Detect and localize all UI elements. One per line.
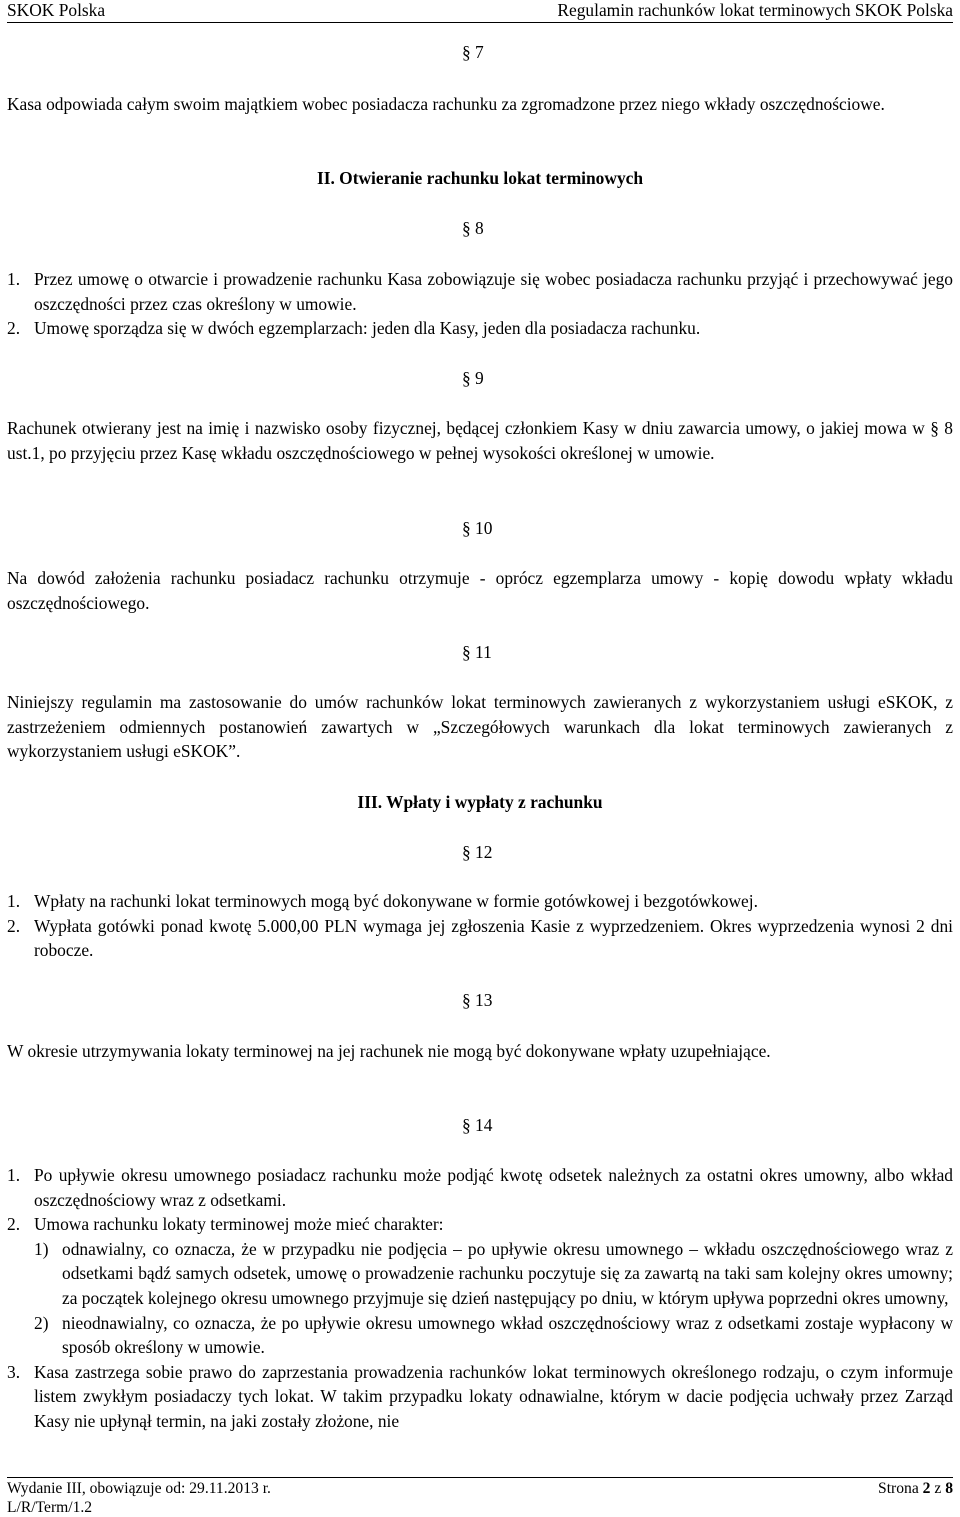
footer-left [7,1479,271,1517]
header-right: Regulamin rachunków lokat terminowych SKOK Polska [557,0,953,20]
list-item [7,1360,953,1434]
section-7-text: Kasa odpowiada całym swoim majątkiem wobec posiadacza rachunku za zgromadzone przez niego wkłady oszczędnościowe. [7,94,885,114]
list-item-number: 2. [7,915,21,936]
header-left: SKOK Polska [7,0,106,20]
page-label: Strona [878,1480,919,1497]
chapter-2-title: II. Otwieranie rachunku lokat terminowych [316,168,644,188]
section-11-text: Niniejszy regulamin ma zastosowanie do umów rachunków lokat terminowych zawieranych z wykorzystaniem usługi eSKOK, z zastrzeżeniem odmiennych postanowień zawartych w „Szczegółowych warunkach dla lokat terminowych zawieranych z wykorzystaniem usługi eSKOK”. [7,692,953,762]
page-current: 2 [922,1480,931,1497]
list-item-text: Umowę sporządza się w dwóch egzemplarzach: jeden dla Kasy, jeden dla posiadacza rachunku. [34,318,701,339]
list-item-text: Umowa rachunku lokaty terminowej może mieć charakter: [34,1214,444,1235]
list-item-text: Kasa zastrzega sobie prawo do zaprzestania prowadzenia rachunków lokat terminowych określonego rodzaju, o czym informuje listem zwykłym posiadaczy tych lokat. W takim przypadku lokaty odnawialne, którym w dacie podjęcia uchwały przez Zarząd Kasy nie upłynął termin, na jaki zostały złożone, nie [34,1361,953,1431]
list-item-number: 1. [7,269,21,289]
section-11-heading: § 11 [462,642,492,662]
section-7-heading: § 7 [462,42,484,62]
section-8-list [7,267,953,341]
section-9-heading: § 9 [462,368,484,388]
list-item [7,316,953,341]
list-item-text: Wypłata gotówki ponad kwotę 5.000,00 PLN wymaga jej zgłoszenia Kasie z wyprzedzeniem. Okres wyprzedzenia wynosi 2 dni robocze. [34,915,953,961]
section-8-heading: § 8 [462,218,484,238]
sub-list-item [34,1237,953,1311]
section-9-text: Rachunek otwierany jest na imię i nazwisko osoby fizycznej, będącej członkiem Kasy w dniu zawarcia umowy, o jakiej mowa w § 8 ust.1, po przyjęciu przez Kasę wkładu oszczędnościowego w pełnej wysokości określonej w umowie. [7,418,953,463]
sub-list-item-text: nieodnawialny, co oznacza, że po upływie okresu umownego wkład oszczędnościowy wraz z odsetkami zostaje wypłacony w sposób określony w umowie. [62,1312,953,1358]
list-item-number: 3. [7,1361,21,1382]
section-13-heading: § 13 [462,990,493,1010]
chapter-3-title: III. Wpłaty i wypłaty z rachunku [357,792,603,812]
footer-page-number [878,1479,953,1498]
section-10-heading: § 10 [462,518,493,538]
list-item-number: 2. [7,318,21,339]
page-of: z [934,1480,942,1497]
section-12-heading: § 12 [462,842,493,862]
list-item [7,914,953,963]
section-13-text: W okresie utrzymywania lokaty terminowej na jej rachunek nie mogą być dokonywane wpłaty uzupełniające. [7,1041,771,1061]
sub-list-item-number: 1) [34,1238,49,1259]
footer-code: L/R/Term/1.2 [7,1499,93,1516]
list-item [7,1212,953,1237]
list-item-number: 1. [7,1165,21,1185]
section-10-text: Na dowód założenia rachunku posiadacz rachunku otrzymuje - oprócz egzemplarza umowy - kopię dowodu wpłaty wkładu oszczędnościowego. [7,568,953,613]
footer-rule [7,1477,953,1478]
sub-list-item [34,1311,953,1360]
list-item-text: Po upływie okresu umownego posiadacz rachunku może podjąć kwotę odsetek należnych za ostatni okres umowny, albo wkład oszczędnościowy wraz z odsetkami. [34,1165,953,1210]
list-item [7,267,953,316]
section-12-list [7,889,953,963]
list-item-text: Przez umowę o otwarcie i prowadzenie rachunku Kasa zobowiązuje się wobec posiadacza rachunku przyjąć i przechowywać jego oszczędności przez czas określony w umowie. [34,269,953,314]
list-item-text: Wpłaty na rachunki lokat terminowych mogą być dokonywane w formie gotówkowej i bezgotówkowej. [34,891,758,911]
list-item-number: 1. [7,891,21,911]
list-item [7,889,953,914]
section-14-heading: § 14 [462,1115,493,1135]
header-rule [7,22,953,23]
list-item-number: 2. [7,1214,21,1235]
list-item [7,1163,953,1212]
footer-edition: Wydanie III, obowiązuje od: 29.11.2013 r. [7,1480,271,1497]
sub-list-item-number: 2) [34,1312,49,1333]
sub-list-item-text: odnawialny, co oznacza, że w przypadku nie podjęcia – po upływie okresu umownego – wkładu oszczędnościowego wraz z odsetkami bądź samych odsetek, umowę o prowadzenie rachunku poczytuje się za zawartą na taki sam kolejny okres umowny; za początek kolejnego okresu umownego przyjmuje się dzień następujący po dniu, w którym upływa poprzedni okres umowny, [62,1238,953,1308]
page-total: 8 [945,1480,953,1497]
section-14-list [7,1163,953,1434]
